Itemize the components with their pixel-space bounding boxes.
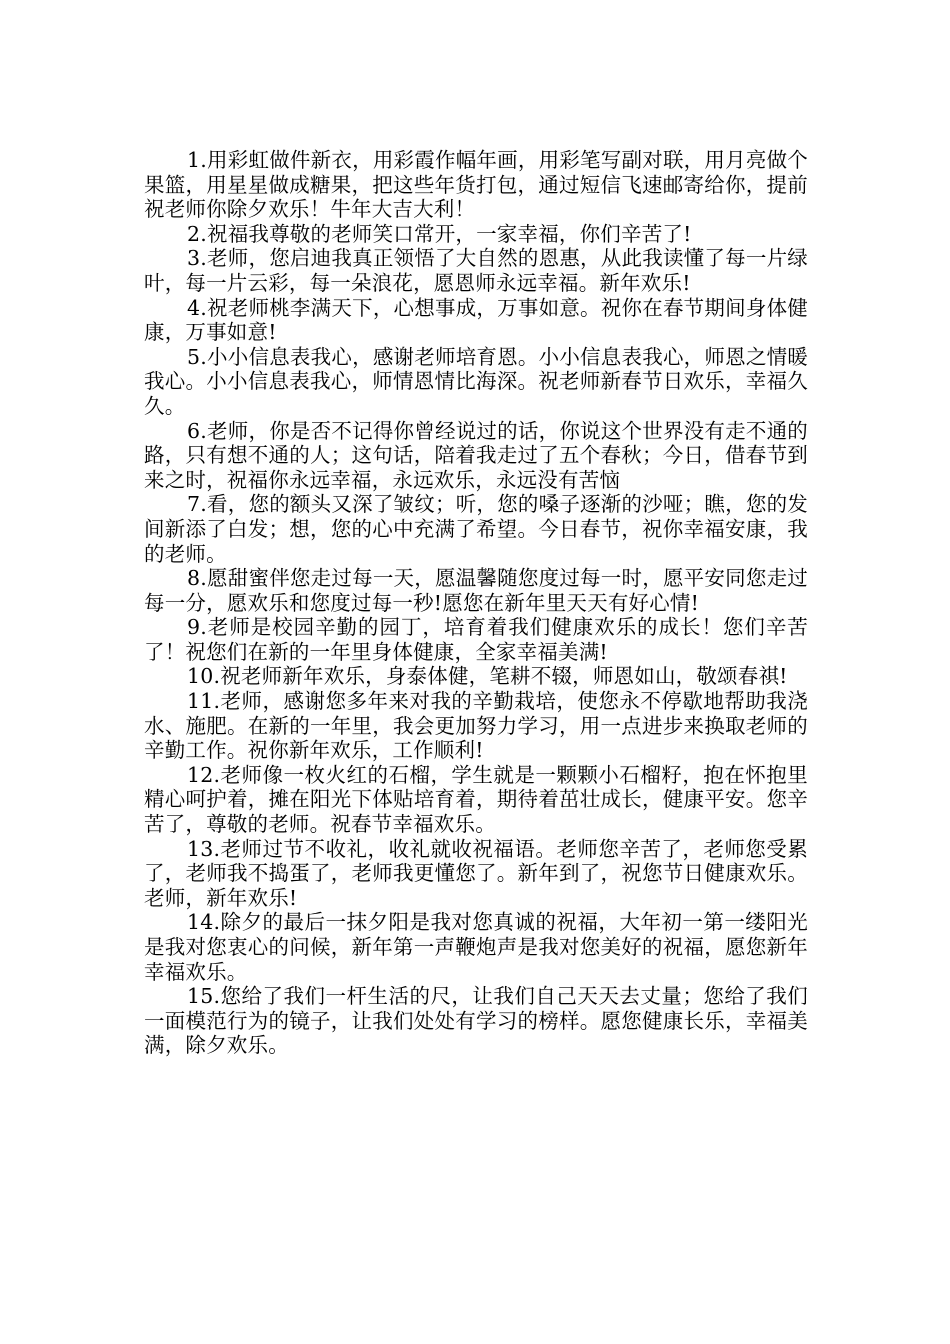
paragraph-15: 15.您给了我们一杆生活的尺，让我们自己天天去丈量；您给了我们一面模范行为的镜子，让我们处处有学习的榜样。愿您健康长乐，幸福美满，除夕欢乐。 bbox=[144, 984, 808, 1058]
paragraph-5: 5.小小信息表我心，感谢老师培育恩。小小信息表我心，师恩之情暖我心。小小信息表我心，师情恩情比海深。祝老师新春节日欢乐，幸福久久。 bbox=[144, 344, 808, 418]
paragraph-3: 3.老师，您启迪我真正领悟了大自然的恩惠，从此我读懂了每一片绿叶，每一片云彩，每一朵浪花，愿恩师永远幸福。新年欢乐! bbox=[144, 246, 808, 295]
paragraph-8: 8.愿甜蜜伴您走过每一天，愿温馨随您度过每一时，愿平安同您走过每一分，愿欢乐和您度过每一秒!愿您在新年里天天有好心情! bbox=[144, 566, 808, 615]
paragraph-2: 2.祝福我尊敬的老师笑口常开，一家幸福，你们辛苦了! bbox=[187, 221, 692, 246]
paragraph-6: 6.老师，你是否不记得你曾经说过的话，你说这个世界没有走不通的路，只有想不通的人；这句话，陪着我走过了五个春秋；今日，借春节到来之时，祝福你永远幸福，永远欢乐，永远没有苦恼 bbox=[144, 418, 808, 492]
paragraph-1: 1.用彩虹做件新衣，用彩霞作幅年画，用彩笔写副对联，用月亮做个果篮，用星星做成糖果，把这些年货打包，通过短信飞速邮寄给你，提前祝老师你除夕欢乐！牛年大吉大利！ bbox=[144, 148, 808, 222]
paragraph-9: 9.老师是校园辛勤的园丁，培育着我们健康欢乐的成长！您们辛苦了！祝您们在新的一年里身体健康，全家幸福美满! bbox=[144, 615, 808, 664]
paragraph-13: 13.老师过节不收礼，收礼就收祝福语。老师您辛苦了，老师您受累了，老师我不捣蛋了，老师我更懂您了。新年到了，祝您节日健康欢乐。老师，新年欢乐! bbox=[144, 836, 808, 910]
paragraph-11: 11.老师，感谢您多年来对我的辛勤栽培，使您永不停歇地帮助我浇水、施肥。在新的一年里，我会更加努力学习，用一点进步来换取老师的辛勤工作。祝你新年欢乐，工作顺利! bbox=[144, 689, 808, 763]
paragraph-14: 14.除夕的最后一抹夕阳是我对您真诚的祝福，大年初一第一缕阳光是我对您衷心的问候，新年第一声鞭炮声是我对您美好的祝福，愿您新年幸福欢乐。 bbox=[144, 910, 808, 984]
paragraph-7: 7.看，您的额头又深了皱纹；听，您的嗓子逐渐的沙哑；瞧，您的发间新添了白发；想，您的心中充满了希望。今日春节，祝你幸福安康，我的老师。 bbox=[144, 492, 808, 566]
document-body bbox=[144, 148, 808, 1058]
paragraph-10: 10.祝老师新年欢乐，身泰体健，笔耕不辍，师恩如山，敬颂春祺! bbox=[187, 664, 788, 689]
paragraph-4: 4.祝老师桃李满天下，心想事成，万事如意。祝你在春节期间身体健康，万事如意! bbox=[144, 295, 808, 345]
paragraph-12: 12.老师像一枚火红的石榴，学生就是一颗颗小石榴籽，抱在怀抱里精心呵护着，摊在阳光下体贴培育着，期待着茁壮成长，健康平安。您辛苦了，尊敬的老师。祝春节幸福欢乐。 bbox=[144, 762, 808, 837]
